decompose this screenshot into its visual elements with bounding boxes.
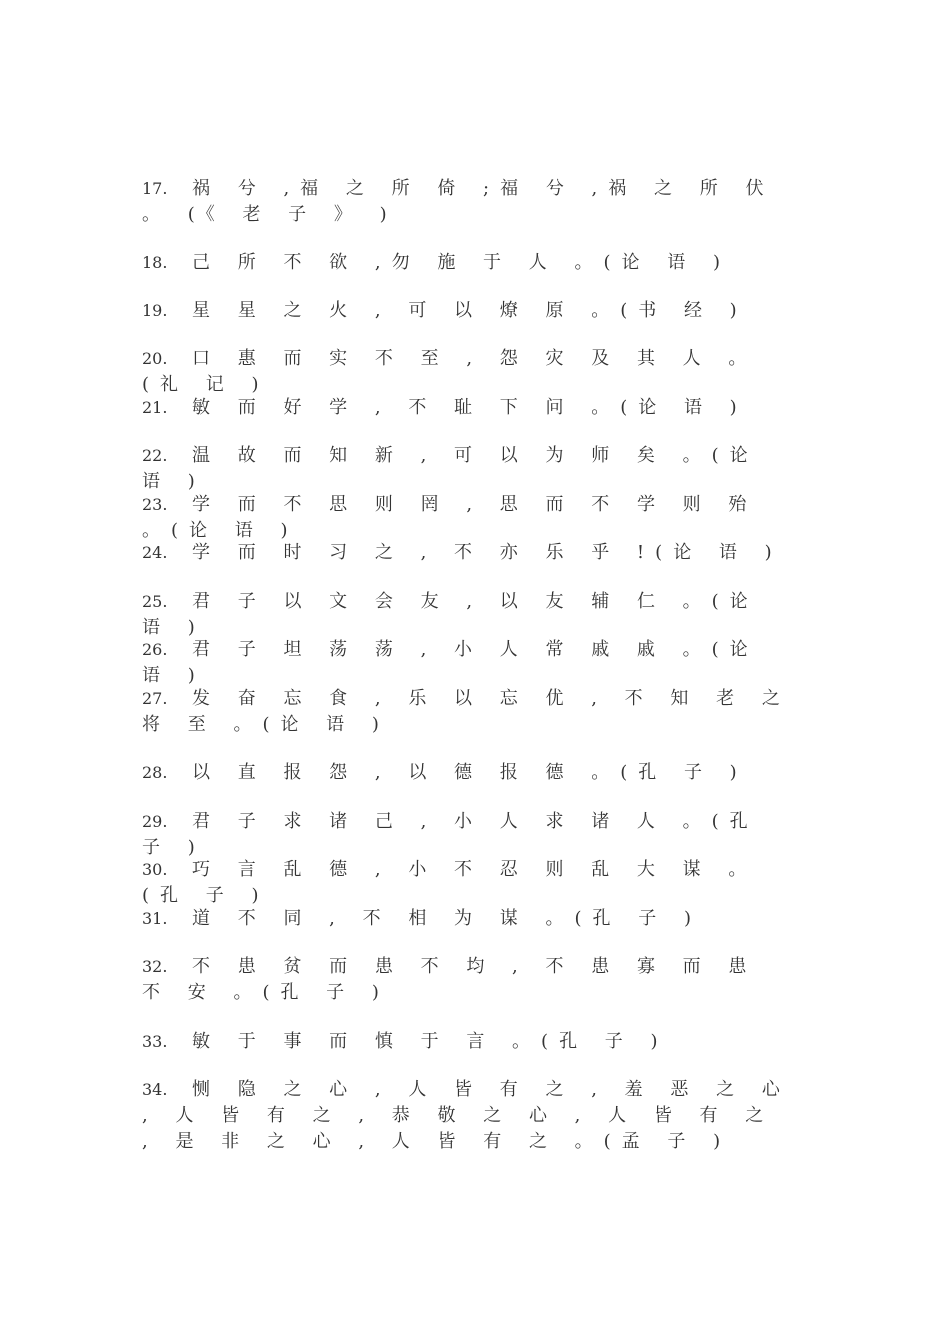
entry-text: 己 所 不 欲 ,勿 施 于 人 。(论 语 ) bbox=[192, 252, 731, 273]
entry-text: 发 奋 忘 食 , 乐 以 忘 优 , 不 知 老 之 将 至 。(论 语 ) bbox=[142, 688, 791, 735]
entry-number: 28. bbox=[142, 763, 168, 782]
entry-number: 33. bbox=[142, 1032, 168, 1051]
quote-entry-24 bbox=[142, 540, 798, 566]
entry-text: 巧 言 乱 德 , 小 不 忍 则 乱 大 谋 。(孔 子 ) bbox=[142, 859, 758, 906]
entry-number: 18. bbox=[142, 253, 168, 272]
entry-number: 30. bbox=[142, 860, 168, 879]
entry-text: 君 子 坦 荡 荡 , 小 人 常 戚 戚 。(论 语 ) bbox=[142, 639, 759, 686]
entry-number: 34. bbox=[142, 1080, 168, 1099]
quote-entry-22 bbox=[142, 443, 798, 495]
quote-entry-32 bbox=[142, 954, 798, 1006]
quote-entry-34 bbox=[142, 1077, 798, 1155]
entry-number: 17. bbox=[142, 179, 168, 198]
quote-entry-25 bbox=[142, 589, 798, 641]
entry-number: 26. bbox=[142, 640, 168, 659]
entry-text: 星 星 之 火 , 可 以 燎 原 。(书 经 ) bbox=[192, 300, 748, 321]
quote-entry-19 bbox=[142, 298, 798, 324]
entry-number: 20. bbox=[142, 349, 168, 368]
entry-text: 敏 于 事 而 慎 于 言 。(孔 子 ) bbox=[192, 1031, 669, 1052]
quote-entry-18 bbox=[142, 250, 798, 276]
quote-entry-26 bbox=[142, 637, 798, 689]
quote-entry-31 bbox=[142, 906, 798, 932]
entry-text: 不 患 贫 而 患 不 均 , 不 患 寡 而 患 不 安 。(孔 子 ) bbox=[142, 956, 758, 1003]
entry-text: 祸 兮 ,福 之 所 倚 ;福 兮 ,祸 之 所 伏 。 (《 老 子 》 ) bbox=[142, 178, 775, 225]
quote-entry-30 bbox=[142, 857, 798, 909]
quote-entry-28 bbox=[142, 760, 798, 786]
entry-number: 25. bbox=[142, 592, 168, 611]
quote-entry-21 bbox=[142, 395, 798, 421]
entry-number: 24. bbox=[142, 543, 168, 562]
quote-entry-20 bbox=[142, 346, 798, 398]
entry-number: 32. bbox=[142, 957, 168, 976]
entry-number: 21. bbox=[142, 398, 168, 417]
entry-text: 以 直 报 怨 , 以 德 报 德 。(孔 子 ) bbox=[192, 762, 748, 783]
entry-text: 敏 而 好 学 , 不 耻 下 问 。(论 语 ) bbox=[192, 397, 748, 418]
entry-number: 23. bbox=[142, 495, 168, 514]
entry-number: 27. bbox=[142, 689, 168, 708]
quote-entry-17 bbox=[142, 176, 798, 228]
entry-text: 君 子 求 诸 己 , 小 人 求 诸 人 。(孔 子 ) bbox=[142, 811, 759, 858]
quote-entry-23 bbox=[142, 492, 798, 544]
entry-number: 29. bbox=[142, 812, 168, 831]
entry-text: 恻 隐 之 心 , 人 皆 有 之 , 羞 恶 之 心 , 人 皆 有 之 , 恭 敬 之 心 , 人 皆 有 之 , 是 非 之 心 , 人 皆 有 之 。(孟 子 ) bbox=[142, 1079, 791, 1152]
entry-number: 31. bbox=[142, 909, 168, 928]
entry-text: 道 不 同 , 不 相 为 谋 。(孔 子 ) bbox=[192, 908, 702, 929]
entry-text: 口 惠 而 实 不 至 , 怨 灾 及 其 人 。(礼 记 ) bbox=[142, 348, 758, 395]
quote-entry-27 bbox=[142, 686, 798, 738]
entry-number: 22. bbox=[142, 446, 168, 465]
entry-text: 学 而 不 思 则 罔 , 思 而 不 学 则 殆 。(论 语 ) bbox=[142, 494, 758, 541]
entry-number: 19. bbox=[142, 301, 168, 320]
quote-entry-29 bbox=[142, 809, 798, 861]
quote-entry-33 bbox=[142, 1029, 798, 1055]
entry-text: 君 子 以 文 会 友 , 以 友 辅 仁 。(论 语 ) bbox=[142, 591, 759, 638]
entry-text: 温 故 而 知 新 , 可 以 为 师 矣 。(论 语 ) bbox=[142, 445, 759, 492]
entry-text: 学 而 时 习 之 , 不 亦 乐 乎 !(论 语 ) bbox=[192, 542, 783, 563]
